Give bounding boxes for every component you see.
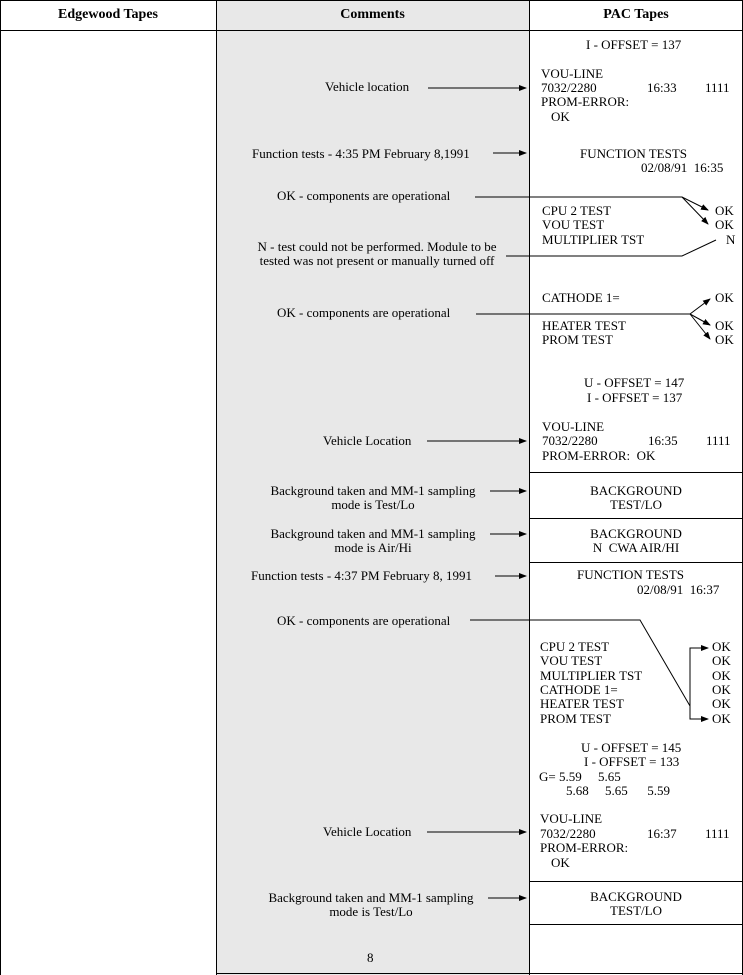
pac-test3-multiplier: MULTIPLIER TST [540, 668, 643, 683]
pac-i-offset-1: I - OFFSET = 137 [586, 37, 682, 52]
pac-i-offset-2: I - OFFSET = 137 [587, 390, 683, 405]
pac-result-3a: OK [712, 639, 731, 654]
comment-function-tests-1: Function tests - 4:35 PM February 8,1991 [252, 146, 470, 161]
comment-background-2-line2: mode is Air/Hi [334, 540, 412, 555]
pac-cathode-1: CATHODE 1= [542, 290, 620, 305]
pac-g-values-1: G= 5.59 5.65 [539, 769, 621, 784]
pac-result-3b: OK [712, 653, 731, 668]
pac-vou-line-1: VOU-LINE [541, 66, 604, 81]
header-edgewood-tapes: Edgewood Tapes [58, 7, 158, 22]
pac-background-1: BACKGROUND [590, 483, 682, 498]
pac-prom-ok-3: OK [551, 855, 570, 870]
arrow-ok-3-bracket [690, 648, 707, 719]
pac-background-2-mode: N CWA AIR/HI [592, 540, 680, 555]
pac-prom-test-1: PROM TEST [542, 332, 613, 347]
pac-vou-coords-1: 7032/2280 [541, 80, 597, 95]
pac-result-2a: OK [715, 290, 734, 305]
pac-vou-line-3: VOU-LINE [540, 811, 603, 826]
pac-result-1a: OK [715, 203, 734, 218]
comment-function-tests-2: Function tests - 4:37 PM February 8, 1991 [251, 568, 472, 583]
comment-ok-operational-1: OK - components are operational [277, 188, 451, 203]
pac-vou-code-2: 1111 [706, 433, 731, 448]
page-number: 8 [367, 950, 374, 965]
pac-vou-code-1: 1111 [705, 80, 730, 95]
pac-heater-1: HEATER TEST [542, 318, 626, 333]
pac-vou-time-2: 16:35 [648, 433, 678, 448]
comment-n-test-line2: tested was not present or manually turned off [259, 253, 495, 268]
pac-prom-ok-1: OK [551, 109, 570, 124]
comment-vehicle-location-3: Vehicle Location [323, 824, 412, 839]
pac-prom-error-1: PROM-ERROR: [541, 94, 630, 109]
pac-result-3e: OK [712, 696, 731, 711]
comment-vehicle-location-1: Vehicle location [325, 79, 410, 94]
pac-test3-cpu2: CPU 2 TEST [540, 639, 610, 654]
pac-result-2c: OK [715, 332, 734, 347]
pac-i-offset-3: I - OFFSET = 133 [584, 754, 680, 769]
pac-test-multiplier-1: MULTIPLIER TST [542, 232, 645, 247]
comment-ok-operational-2: OK - components are operational [277, 305, 451, 320]
pac-result-3c: OK [712, 668, 731, 683]
comment-ok-operational-3: OK - components are operational [277, 613, 451, 628]
pac-vou-time-1: 16:33 [647, 80, 677, 95]
header-comments: Comments [340, 7, 405, 22]
arrow-ok-2b [690, 299, 710, 314]
pac-vou-line-2: VOU-LINE [542, 419, 605, 434]
arrow-ok-2c [690, 314, 710, 325]
pac-g-values-2: 5.68 5.65 5.59 [566, 783, 670, 798]
pac-test-cpu2-1: CPU 2 TEST [542, 203, 612, 218]
pac-vou-time-3: 16:37 [647, 826, 677, 841]
pac-function-tests-2: FUNCTION TESTS [577, 567, 685, 582]
pac-result-1c: N [726, 232, 736, 247]
pac-function-tests-1: FUNCTION TESTS [580, 146, 688, 161]
comment-background-3-line1: Background taken and MM-1 sampling [268, 890, 474, 905]
pac-test3-prom: PROM TEST [540, 711, 611, 726]
pac-background-1-mode: TEST/LO [610, 497, 662, 512]
comment-background-1-line1: Background taken and MM-1 sampling [270, 483, 476, 498]
pac-result-2b: OK [715, 318, 734, 333]
comment-background-3-line2: mode is Test/Lo [329, 904, 413, 919]
pac-test3-heater: HEATER TEST [540, 696, 624, 711]
pac-test3-vou: VOU TEST [540, 653, 603, 668]
pac-function-date-2: 02/08/91 16:37 [637, 582, 720, 597]
arrow-ok-2d [690, 314, 710, 339]
pac-vou-coords-3: 7032/2280 [540, 826, 596, 841]
pac-test-vou-1: VOU TEST [542, 217, 605, 232]
pac-background-3-mode: TEST/LO [610, 903, 662, 918]
pac-background-3: BACKGROUND [590, 889, 682, 904]
comment-background-1-line2: mode is Test/Lo [331, 497, 415, 512]
pac-prom-error-3: PROM-ERROR: [540, 840, 629, 855]
pac-result-3f: OK [712, 711, 731, 726]
pac-vou-code-3: 1111 [705, 826, 730, 841]
comment-n-test-line1: N - test could not be performed. Module to be [257, 239, 497, 254]
comment-background-2-line1: Background taken and MM-1 sampling [270, 526, 476, 541]
pac-result-1b: OK [715, 217, 734, 232]
pac-function-date-1: 02/08/91 16:35 [641, 160, 724, 175]
arrow-ok-1b [682, 197, 708, 224]
pac-vou-coords-2: 7032/2280 [542, 433, 598, 448]
pac-test3-cathode: CATHODE 1= [540, 682, 618, 697]
pac-result-3d: OK [712, 682, 731, 697]
header-pac-tapes: PAC Tapes [603, 7, 669, 22]
pac-u-offset-2: U - OFFSET = 147 [584, 375, 685, 390]
comment-vehicle-location-2: Vehicle Location [323, 433, 412, 448]
pac-u-offset-3: U - OFFSET = 145 [581, 740, 682, 755]
pac-background-2: BACKGROUND [590, 526, 682, 541]
pac-prom-error-2: PROM-ERROR: OK [542, 448, 656, 463]
